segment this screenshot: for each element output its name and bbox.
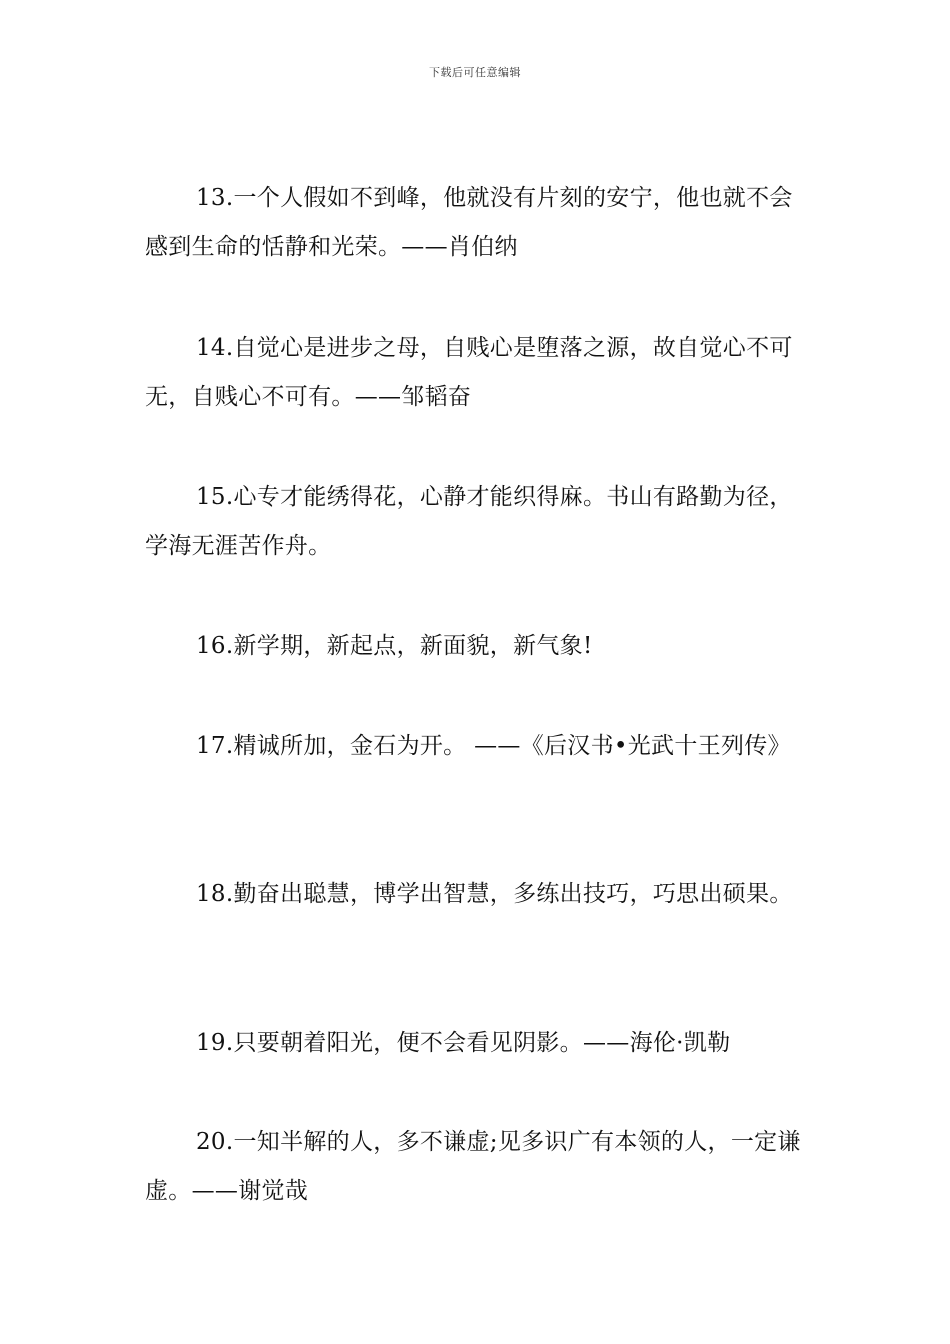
quote-20: 20.一知半解的人，多不谦虚;见多识广有本领的人，一定谦虚。——谢觉哉	[145, 1129, 801, 1204]
quote-14: 14.自觉心是进步之母，自贱心是堕落之源，故自觉心不可无，自贱心不可有。——邹韬奋	[145, 335, 793, 410]
page-header: 下载后可任意编辑	[429, 66, 521, 79]
quote-19: 19.只要朝着阳光，便不会看见阴影。——海伦·凯勒	[196, 1030, 731, 1056]
quote-18: 18.勤奋出聪慧，博学出智慧，多练出技巧，巧思出硕果。	[196, 881, 793, 907]
quote-13: 13.一个人假如不到峰，他就没有片刻的安宁，他也就不会感到生命的恬静和光荣。——肖伯纳	[145, 185, 793, 260]
quote-16: 16.新学期，新起点，新面貌，新气象!	[196, 633, 593, 659]
quote-15: 15.心专才能绣得花，心静才能织得麻。书山有路勤为径，学海无涯苦作舟。	[145, 484, 793, 559]
quote-17: 17.精诚所加，金石为开。 ——《后汉书•光武十王列传》	[196, 733, 791, 759]
